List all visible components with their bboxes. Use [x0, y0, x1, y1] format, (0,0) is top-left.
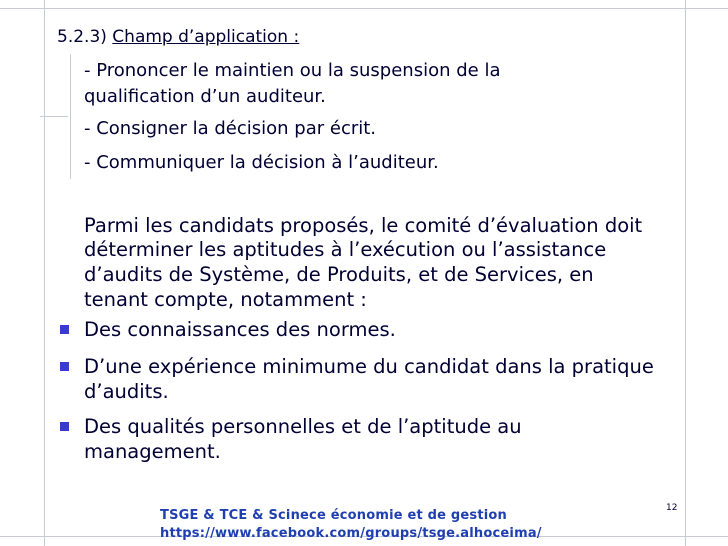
bullet-marker [60, 422, 69, 431]
page-number: 12 [666, 503, 678, 513]
footer-line: TSGE & TCE & Scinece économie et de gestion [160, 508, 507, 523]
bullet-text: Des connaissances des normes. [84, 318, 396, 341]
paragraph-line: tenant compte, notamment : [84, 288, 367, 311]
scope-line: - Communiquer la décision à l’auditeur. [84, 152, 439, 173]
paragraph-line: Parmi les candidats proposés, le comité d’évaluation doit [84, 214, 643, 237]
short-tick [40, 116, 68, 117]
scope-line: qualification d’un auditeur. [84, 86, 326, 107]
top-rule [0, 8, 728, 9]
section-title: Champ d’application : [112, 27, 300, 47]
bullet-marker [60, 362, 69, 371]
footer-url: https://www.facebook.com/groups/tsge.alhoceima/ [160, 526, 542, 541]
scope-line: - Prononcer le maintien ou la suspension de la [84, 60, 501, 81]
paragraph-line: d’audits de Système, de Produits, et de Services, en [84, 263, 594, 286]
left-rule [44, 0, 45, 546]
bullet-text: management. [84, 440, 221, 463]
scope-line: - Consigner la décision par écrit. [84, 118, 377, 139]
bullet-text: d’audits. [84, 380, 169, 403]
bullet-text: Des qualités personnelles et de l’aptitude au [84, 415, 522, 438]
bullet-text: D’une expérience minimume du candidat dans la pratique [84, 355, 654, 378]
indent-rule [70, 54, 71, 179]
paragraph-line: déterminer les aptitudes à l’exécution ou l’assistance [84, 238, 607, 261]
section-heading [57, 27, 299, 47]
right-rule [685, 0, 686, 546]
section-number: 5.2.3) [57, 27, 113, 47]
bullet-marker [60, 325, 69, 334]
